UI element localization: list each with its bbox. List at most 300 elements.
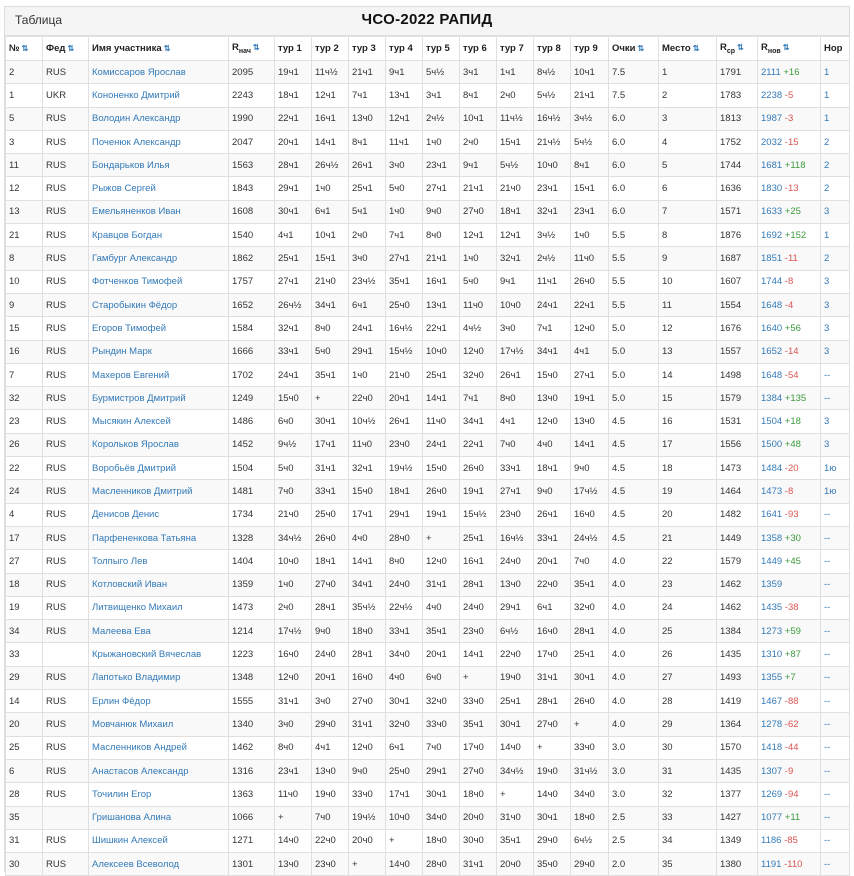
player-name-cell (89, 853, 229, 876)
table-row (6, 620, 850, 643)
rating-average: 1498 (717, 363, 758, 386)
round-result: 1ч0 (386, 200, 423, 223)
rating-average: 1462 (717, 573, 758, 596)
round-result: 22ч1 (571, 293, 609, 316)
player-name-link[interactable]: Шишкин Алексей (92, 835, 168, 847)
round-result: 26ч½ (275, 293, 312, 316)
round-result: 14ч0 (534, 783, 571, 806)
rating-new: 1692 (761, 229, 783, 241)
rating-new-cell (758, 806, 821, 829)
table-row (6, 410, 850, 433)
player-place: 2 (659, 84, 717, 107)
player-name-link[interactable]: Старобыкин Фёдор (92, 299, 178, 311)
round-result: 23ч1 (423, 154, 460, 177)
player-name-link[interactable]: Емельяненков Иван (92, 206, 181, 218)
player-name-link[interactable]: Бондарьков Илья (92, 159, 170, 171)
sort-arrows-icon[interactable]: ⇅ (637, 44, 645, 53)
player-number: 7 (6, 363, 43, 386)
player-place: 20 (659, 503, 717, 526)
rating-change: +16 (783, 66, 800, 78)
sort-arrows-icon[interactable]: ⇅ (67, 44, 75, 53)
player-number: 18 (6, 573, 43, 596)
round-result: 19ч1 (460, 480, 497, 503)
player-name-link[interactable]: Володин Александр (92, 113, 181, 125)
round-result: 16ч1 (460, 550, 497, 573)
round-result: 23ч0 (497, 503, 534, 526)
rating-start: 1563 (229, 154, 275, 177)
round-result: 12ч0 (460, 340, 497, 363)
round-result: 24ч½ (571, 526, 609, 549)
round-result: 16ч0 (534, 620, 571, 643)
round-result: 17ч0 (460, 736, 497, 759)
round-result: 34ч1 (460, 410, 497, 433)
round-result: 9ч½ (275, 433, 312, 456)
player-points: 4.5 (609, 526, 659, 549)
player-place: 34 (659, 829, 717, 852)
round-result: 28ч0 (423, 853, 460, 876)
rating-new: 1358 (761, 532, 783, 544)
rating-new: 1504 (761, 416, 783, 428)
player-name-link[interactable]: Толпыго Лев (92, 555, 148, 567)
player-name-link[interactable]: Воробьёв Дмитрий (92, 462, 177, 474)
round-result: 12ч0 (423, 550, 460, 573)
round-result: 10ч0 (423, 340, 460, 363)
player-norm: 2 (821, 154, 850, 177)
rating-start: 1734 (229, 503, 275, 526)
player-federation: RUS (43, 410, 89, 433)
player-points: 4.0 (609, 550, 659, 573)
rating-new: 1384 (761, 392, 783, 404)
rating-new-cell (758, 107, 821, 130)
round-result: 16ч0 (349, 666, 386, 689)
player-name-cell (89, 550, 229, 573)
round-result: 27ч1 (386, 247, 423, 270)
round-result: 10ч1 (571, 61, 609, 84)
player-norm: -- (821, 853, 850, 876)
player-points: 2.5 (609, 806, 659, 829)
player-points: 5.5 (609, 270, 659, 293)
round-result: + (497, 783, 534, 806)
player-points: 3.0 (609, 783, 659, 806)
player-norm: -- (821, 806, 850, 829)
table-row (6, 340, 850, 363)
round-result: 11ч0 (275, 783, 312, 806)
player-name-link[interactable]: Котловский Иван (92, 579, 168, 591)
player-name-link[interactable]: Комиссаров Ярослав (92, 66, 186, 78)
table-row (6, 200, 850, 223)
round-result: 23ч1 (275, 759, 312, 782)
rating-new: 1435 (761, 602, 783, 614)
round-result: 14ч1 (312, 130, 349, 153)
rating-new-cell (758, 247, 821, 270)
round-result: 29ч1 (386, 503, 423, 526)
player-name-link[interactable]: Малеева Ева (92, 625, 151, 637)
player-name-link[interactable]: Кравцов Богдан (92, 229, 163, 241)
round-result: 14ч0 (275, 829, 312, 852)
round-result: 4ч1 (571, 340, 609, 363)
rating-change: -13 (784, 183, 799, 195)
round-result: 19ч0 (534, 759, 571, 782)
player-name-link[interactable]: Ерлин Фёдор (92, 695, 151, 707)
player-name-link[interactable]: Крыжановский Вячеслав (92, 649, 202, 661)
round-result: 22ч½ (386, 596, 423, 619)
col-round-6: тур 6 (460, 37, 497, 61)
round-result: 35ч1 (571, 573, 609, 596)
player-federation: RUS (43, 550, 89, 573)
round-result: 18ч1 (386, 480, 423, 503)
panel-header (5, 7, 849, 36)
rating-start: 1316 (229, 759, 275, 782)
round-result: 14ч1 (349, 550, 386, 573)
player-name-cell (89, 247, 229, 270)
player-place: 10 (659, 270, 717, 293)
player-federation: RUS (43, 200, 89, 223)
rating-new-cell (758, 61, 821, 84)
round-result: 7ч0 (275, 480, 312, 503)
player-name-link[interactable]: Денисов Денис (92, 509, 160, 521)
player-name-cell (89, 526, 229, 549)
player-name-cell (89, 363, 229, 386)
rating-new: 2238 (761, 89, 783, 101)
table-row (6, 736, 850, 759)
player-name-cell (89, 224, 229, 247)
table-row (6, 550, 850, 573)
rating-average: 1607 (717, 270, 758, 293)
col-points[interactable]: Очки ⇅ (609, 37, 659, 61)
table-row (6, 61, 850, 84)
player-place: 11 (659, 293, 717, 316)
round-result: 5ч0 (460, 270, 497, 293)
player-federation: RUS (43, 759, 89, 782)
round-result: 28ч1 (460, 573, 497, 596)
rating-change: -85 (784, 835, 798, 847)
player-norm: 3 (821, 410, 850, 433)
rating-average: 1636 (717, 177, 758, 200)
player-name-link[interactable]: Фотченков Тимофей (92, 276, 183, 288)
round-result: 28ч1 (312, 596, 349, 619)
player-federation: RUS (43, 270, 89, 293)
player-name-link[interactable]: Алексеев Всеволод (92, 858, 180, 870)
player-points: 3.0 (609, 759, 659, 782)
rating-new-cell (758, 177, 821, 200)
round-result: 2ч½ (423, 107, 460, 130)
player-name-link[interactable]: Махеров Евгений (92, 369, 170, 381)
player-name-link[interactable]: Поченюк Александр (92, 136, 181, 148)
player-name-link[interactable]: Масленников Дмитрий (92, 485, 193, 497)
round-result: 26ч½ (312, 154, 349, 177)
round-result: 26ч1 (534, 503, 571, 526)
round-result: 21ч1 (423, 247, 460, 270)
rating-average: 1435 (717, 759, 758, 782)
player-place: 35 (659, 853, 717, 876)
col-rating-new[interactable]: $R_{нов}$ ⇅ (758, 37, 821, 61)
player-name-link[interactable]: Рыжов Сергей (92, 183, 156, 195)
player-number: 16 (6, 340, 43, 363)
player-federation: UKR (43, 84, 89, 107)
round-result: 15ч0 (349, 480, 386, 503)
table-row (6, 387, 850, 410)
rating-new: 1273 (761, 625, 783, 637)
rating-change: -62 (784, 718, 799, 730)
player-number: 27 (6, 550, 43, 573)
round-result: 21ч½ (534, 130, 571, 153)
player-name-link[interactable]: Литвищенко Михаил (92, 602, 183, 614)
round-result: 5ч0 (312, 340, 349, 363)
round-result: 25ч1 (571, 643, 609, 666)
round-result: 26ч1 (497, 363, 534, 386)
rating-new-cell (758, 690, 821, 713)
col-rating-start[interactable]: $R_{нач}$ ⇅ (229, 37, 275, 61)
rating-new-cell (758, 713, 821, 736)
player-federation: RUS (43, 224, 89, 247)
round-result: 16ч0 (571, 503, 609, 526)
player-name-link[interactable]: Мысякин Алексей (92, 416, 171, 428)
player-name-cell (89, 387, 229, 410)
rating-start: 2047 (229, 130, 275, 153)
rating-change: -11 (784, 253, 798, 265)
player-norm: -- (821, 713, 850, 736)
round-result: 29ч0 (571, 853, 609, 876)
round-result: 1ч0 (312, 177, 349, 200)
player-number: 21 (6, 224, 43, 247)
col-num[interactable]: № ⇅ (6, 37, 43, 61)
rating-new: 1307 (761, 765, 783, 777)
round-result: 29ч1 (423, 759, 460, 782)
col-fed[interactable]: Фед ⇅ (43, 37, 89, 61)
player-number: 24 (6, 480, 43, 503)
col-name[interactable]: Имя участника ⇅ (89, 37, 229, 61)
table-row (6, 270, 850, 293)
player-federation: RUS (43, 526, 89, 549)
sort-arrows-icon[interactable]: ⇅ (692, 44, 700, 53)
rating-new-cell (758, 596, 821, 619)
rating-start: 1301 (229, 853, 275, 876)
rating-new-cell (758, 410, 821, 433)
col-round-1: тур 1 (275, 37, 312, 61)
table-header-row (6, 37, 850, 61)
sort-arrows-icon[interactable]: ⇅ (252, 43, 260, 53)
player-name-link[interactable]: Точилин Егор (92, 788, 152, 800)
round-result: 14ч0 (386, 853, 423, 876)
player-federation: RUS (43, 387, 89, 410)
rating-new: 1269 (761, 788, 783, 800)
sort-arrows-icon[interactable]: ⇅ (782, 43, 790, 53)
round-result: 20ч1 (534, 550, 571, 573)
rating-new: 1640 (761, 322, 783, 334)
player-federation: RUS (43, 457, 89, 480)
table-row (6, 759, 850, 782)
round-result: 31ч1 (349, 713, 386, 736)
table-row (6, 806, 850, 829)
player-name-link[interactable]: Лапотько Владимир (92, 672, 181, 684)
round-result: 26ч0 (571, 690, 609, 713)
round-result: 23ч1 (571, 200, 609, 223)
player-place: 23 (659, 573, 717, 596)
sort-arrows-icon[interactable]: ⇅ (163, 44, 171, 53)
round-result: 4ч0 (386, 666, 423, 689)
rating-average: 1449 (717, 526, 758, 549)
rating-start: 1862 (229, 247, 275, 270)
rating-start: 1404 (229, 550, 275, 573)
round-result: 28ч1 (571, 620, 609, 643)
col-place[interactable]: Место ⇅ (659, 37, 717, 61)
player-number: 20 (6, 713, 43, 736)
player-norm: -- (821, 620, 850, 643)
table-row (6, 573, 850, 596)
rating-start: 2243 (229, 84, 275, 107)
round-result: 33ч0 (571, 736, 609, 759)
player-name-link[interactable]: Анастасов Александр (92, 765, 189, 777)
rating-new: 1359 (761, 579, 783, 591)
rating-new: 1851 (761, 253, 783, 265)
player-name-link[interactable]: Корольков Ярослав (92, 439, 179, 451)
player-points: 2.0 (609, 853, 659, 876)
table-row (6, 829, 850, 852)
round-result: 3ч0 (497, 317, 534, 340)
player-name-link[interactable]: Гамбург Александр (92, 253, 178, 265)
player-number: 15 (6, 317, 43, 340)
player-name-link[interactable]: Гришанова Алина (92, 812, 172, 824)
player-name-link[interactable]: Кононенко Дмитрий (92, 89, 180, 101)
round-result: 18ч0 (460, 783, 497, 806)
rating-average: 1427 (717, 806, 758, 829)
player-name-link[interactable]: Мовчанюк Михаил (92, 718, 174, 730)
player-norm: 1 (821, 84, 850, 107)
round-result: 28ч1 (534, 690, 571, 713)
rating-new-cell (758, 200, 821, 223)
player-norm: -- (821, 503, 850, 526)
rating-average: 1482 (717, 503, 758, 526)
player-norm: 2 (821, 130, 850, 153)
round-result: 14ч1 (571, 433, 609, 456)
round-result: 16ч½ (497, 526, 534, 549)
round-result: 34ч½ (497, 759, 534, 782)
table-row (6, 224, 850, 247)
round-result: 3ч0 (275, 713, 312, 736)
round-result: 7ч0 (423, 736, 460, 759)
rating-new-cell (758, 317, 821, 340)
sort-arrows-icon[interactable]: ⇅ (737, 43, 744, 53)
rating-new-cell (758, 759, 821, 782)
player-place: 30 (659, 736, 717, 759)
rating-new-cell (758, 503, 821, 526)
rating-new-cell (758, 480, 821, 503)
player-norm: 3 (821, 340, 850, 363)
round-result: 7ч0 (312, 806, 349, 829)
rating-change: -4 (784, 299, 794, 311)
rating-change: -38 (784, 602, 799, 614)
round-result: 5ч½ (571, 130, 609, 153)
rating-average: 1783 (717, 84, 758, 107)
round-result: 2ч0 (275, 596, 312, 619)
round-result: 13ч0 (349, 107, 386, 130)
player-norm: -- (821, 666, 850, 689)
round-result: 9ч0 (312, 620, 349, 643)
round-result: 27ч0 (534, 713, 571, 736)
round-result: 16ч½ (534, 107, 571, 130)
round-result: 31ч1 (460, 853, 497, 876)
round-result: 34ч1 (534, 340, 571, 363)
round-result: 31ч1 (275, 690, 312, 713)
col-round-2: тур 2 (312, 37, 349, 61)
player-norm: -- (821, 783, 850, 806)
player-points: 4.0 (609, 596, 659, 619)
round-result: 16ч1 (312, 107, 349, 130)
player-name-link[interactable]: Рындин Марк (92, 346, 152, 358)
player-points: 4.0 (609, 643, 659, 666)
player-place: 18 (659, 457, 717, 480)
round-result: 33ч1 (497, 457, 534, 480)
round-result: 1ч0 (460, 247, 497, 270)
player-number: 34 (6, 620, 43, 643)
round-result: 28ч1 (349, 643, 386, 666)
round-result: + (460, 666, 497, 689)
round-result: 10ч0 (497, 293, 534, 316)
round-result: 27ч0 (460, 759, 497, 782)
rating-new: 1418 (761, 742, 783, 754)
round-result: 34ч1 (312, 293, 349, 316)
round-result: 18ч0 (349, 620, 386, 643)
player-norm: -- (821, 690, 850, 713)
player-points: 5.5 (609, 224, 659, 247)
player-points: 6.0 (609, 200, 659, 223)
player-norm: 1 (821, 107, 850, 130)
player-norm: 3 (821, 293, 850, 316)
player-number: 22 (6, 457, 43, 480)
round-result: + (571, 713, 609, 736)
rating-average: 1571 (717, 200, 758, 223)
player-federation: RUS (43, 247, 89, 270)
rating-start: 1555 (229, 690, 275, 713)
player-number: 14 (6, 690, 43, 713)
rating-new: 1987 (761, 113, 783, 125)
player-name-link[interactable]: Парфененкова Татьяна (92, 532, 197, 544)
player-number: 35 (6, 806, 43, 829)
player-place: 32 (659, 783, 717, 806)
rating-start: 1843 (229, 177, 275, 200)
player-name-link[interactable]: Егоров Тимофей (92, 322, 167, 334)
round-result: 15ч½ (460, 503, 497, 526)
round-result: 29ч0 (312, 713, 349, 736)
round-result: 25ч0 (312, 503, 349, 526)
col-round-9: тур 9 (571, 37, 609, 61)
player-name-link[interactable]: Бурмистров Дмитрий (92, 392, 186, 404)
rating-start: 1504 (229, 457, 275, 480)
round-result: 20ч0 (460, 806, 497, 829)
rating-new: 1473 (761, 485, 783, 497)
player-name-link[interactable]: Масленников Андрей (92, 742, 187, 754)
rating-change: +152 (784, 229, 807, 241)
round-result: 22ч0 (497, 643, 534, 666)
round-result: 17ч½ (497, 340, 534, 363)
round-result: + (275, 806, 312, 829)
rating-average: 1813 (717, 107, 758, 130)
table-row (6, 713, 850, 736)
round-result: 6ч1 (534, 596, 571, 619)
round-result: 34ч0 (571, 783, 609, 806)
round-result: 18ч0 (571, 806, 609, 829)
sort-arrows-icon[interactable]: ⇅ (21, 44, 29, 53)
player-place: 26 (659, 643, 717, 666)
player-points: 6.0 (609, 107, 659, 130)
round-result: 27ч0 (312, 573, 349, 596)
round-result: 34ч1 (349, 573, 386, 596)
rating-average: 1462 (717, 596, 758, 619)
player-number: 3 (6, 130, 43, 153)
round-result: 21ч0 (386, 363, 423, 386)
player-norm: -- (821, 363, 850, 386)
col-rating-avg[interactable]: $R_{ср}$ ⇅ (717, 37, 758, 61)
